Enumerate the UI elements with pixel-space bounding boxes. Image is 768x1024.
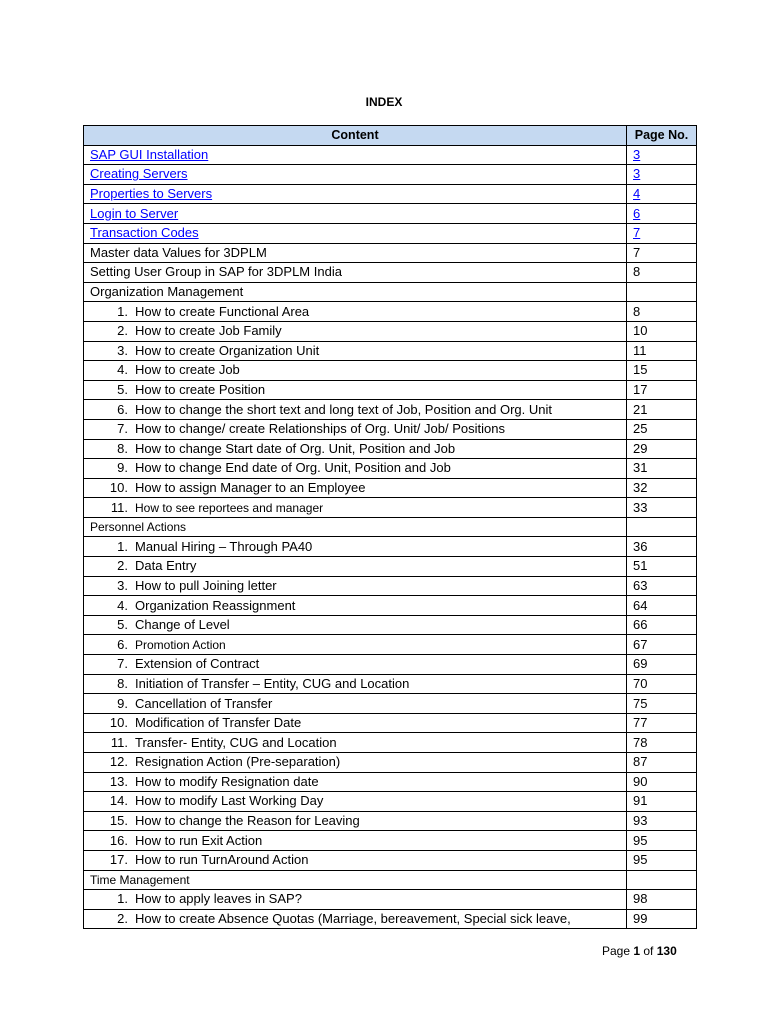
- table-row: [84, 615, 697, 635]
- page-number: 70: [633, 675, 648, 691]
- page-cell: [627, 243, 697, 263]
- table-row: [84, 596, 697, 616]
- entry-text: Change of Level: [135, 617, 230, 633]
- table-row: [84, 302, 697, 322]
- page-cell: [627, 870, 697, 890]
- page-cell: [627, 439, 697, 459]
- toc-link[interactable]: Transaction Codes: [90, 225, 199, 241]
- content-header: Content: [84, 126, 627, 146]
- item-number: 3.: [117, 577, 128, 593]
- table-row: [84, 792, 697, 812]
- page-cell: [627, 831, 697, 851]
- page-cell: [627, 537, 697, 557]
- table-row: [84, 419, 697, 439]
- table-row: [84, 713, 697, 733]
- table-row: [84, 223, 697, 243]
- page-number: 11: [633, 342, 647, 358]
- entry-text: How to change End date of Org. Unit, Position and Job: [135, 460, 451, 476]
- footer-current-page: 1: [633, 944, 641, 958]
- entry-text: How to create Functional Area: [135, 303, 310, 319]
- table-row: [84, 811, 697, 831]
- table-row: [84, 478, 697, 498]
- page-number: 90: [633, 773, 648, 789]
- table-row: [84, 184, 697, 204]
- content-cell: [84, 361, 627, 381]
- content-cell: [84, 694, 627, 714]
- page-link[interactable]: 3: [633, 166, 641, 182]
- page-cell[interactable]: [627, 165, 697, 185]
- table-row: [84, 517, 697, 537]
- entry-text: Setting User Group in SAP for 3DPLM India: [90, 264, 342, 280]
- page-number: 63: [633, 577, 648, 593]
- content-cell: [84, 517, 627, 537]
- content-cell: [84, 753, 627, 773]
- item-number: 10.: [109, 479, 128, 495]
- item-number: 2.: [117, 558, 128, 574]
- page-number: 67: [633, 636, 648, 652]
- content-cell: [84, 419, 627, 439]
- page-number: 95: [633, 832, 648, 848]
- table-row: [84, 753, 697, 773]
- content-cell: [84, 674, 627, 694]
- page-cell: [627, 909, 697, 929]
- page-number: 91: [633, 793, 648, 809]
- entry-text: How to modify Last Working Day: [135, 793, 324, 809]
- page-number: 32: [633, 479, 648, 495]
- page-cell: [627, 772, 697, 792]
- toc-link[interactable]: Creating Servers: [90, 166, 188, 182]
- page-cell: [627, 478, 697, 498]
- page-cell: [627, 341, 697, 361]
- page-cell: [627, 733, 697, 753]
- item-number: 13.: [109, 773, 128, 789]
- entry-text: Manual Hiring – Through PA40: [135, 538, 313, 554]
- content-cell: [84, 302, 627, 322]
- table-row: [84, 850, 697, 870]
- entry-text: How to change Start date of Org. Unit, Position and Job: [135, 440, 456, 456]
- page-cell: [627, 811, 697, 831]
- page-number: 33: [633, 499, 648, 515]
- page-cell: [627, 713, 697, 733]
- page-cell: [627, 419, 697, 439]
- page-number: 8: [633, 264, 641, 280]
- page-cell: [627, 635, 697, 655]
- content-cell: [84, 341, 627, 361]
- page-cell: [627, 850, 697, 870]
- table-row: [84, 145, 697, 165]
- content-cell: [84, 792, 627, 812]
- page-cell[interactable]: [627, 184, 697, 204]
- item-number: 17.: [109, 852, 128, 868]
- section-heading: Time Management: [90, 872, 190, 887]
- page-link[interactable]: 6: [633, 205, 641, 221]
- table-row: [84, 498, 697, 518]
- page-number: 7: [633, 244, 641, 260]
- content-cell: [84, 380, 627, 400]
- page-number: 29: [633, 440, 648, 456]
- table-row: [84, 655, 697, 675]
- entry-text: How to create Organization Unit: [135, 342, 320, 358]
- content-cell: [84, 576, 627, 596]
- page-cell: [627, 263, 697, 283]
- toc-link[interactable]: Login to Server: [90, 205, 179, 221]
- page-number: 99: [633, 911, 648, 927]
- content-cell: [84, 165, 627, 185]
- content-cell: [84, 537, 627, 557]
- page-cell: [627, 459, 697, 479]
- item-number: 5.: [117, 617, 128, 633]
- footer-of: of: [640, 944, 657, 958]
- entry-text: Cancellation of Transfer: [135, 695, 273, 711]
- page-number: 17: [633, 382, 648, 398]
- table-row: [84, 361, 697, 381]
- entry-text: Master data Values for 3DPLM: [90, 244, 267, 260]
- table-row: [84, 909, 697, 929]
- entry-text: Organization Reassignment: [135, 597, 296, 613]
- content-cell: [84, 459, 627, 479]
- item-number: 6.: [117, 401, 128, 417]
- page-link[interactable]: 4: [633, 186, 641, 202]
- page-cell: [627, 753, 697, 773]
- content-cell: [84, 321, 627, 341]
- entry-text: How to change the Reason for Leaving: [135, 813, 360, 829]
- content-cell: [84, 596, 627, 616]
- item-number: 9.: [117, 460, 128, 476]
- page-number: 98: [633, 891, 648, 907]
- item-number: 11.: [110, 734, 128, 750]
- page-cell: [627, 302, 697, 322]
- entry-text: Modification of Transfer Date: [135, 715, 302, 731]
- content-cell: [84, 615, 627, 635]
- entry-text: Transfer- Entity, CUG and Location: [135, 734, 337, 750]
- page-cell: [627, 694, 697, 714]
- page-title: INDEX: [365, 95, 403, 109]
- page-number: 93: [633, 813, 648, 829]
- page-cell: [627, 655, 697, 675]
- table-row: [84, 459, 697, 479]
- content-cell: [84, 263, 627, 283]
- table-row: [84, 263, 697, 283]
- page-link[interactable]: 7: [633, 225, 641, 241]
- table-row: [84, 204, 697, 224]
- page-number: 64: [633, 597, 648, 613]
- page-number: 69: [633, 656, 648, 672]
- table-row: [84, 733, 697, 753]
- item-number: 8.: [117, 675, 128, 691]
- content-cell: [84, 890, 627, 910]
- item-number: 4.: [117, 597, 128, 613]
- entry-text: Resignation Action (Pre-separation): [135, 754, 341, 770]
- table-row: [84, 576, 697, 596]
- table-row: [84, 635, 697, 655]
- item-number: 6.: [117, 636, 128, 652]
- page-cell: [627, 596, 697, 616]
- item-number: 2.: [117, 911, 128, 927]
- item-number: 11.: [110, 499, 128, 515]
- item-number: 2.: [117, 323, 128, 339]
- entry-text: How to see reportees and manager: [135, 500, 324, 515]
- table-header-row: [84, 126, 697, 146]
- entry-text: How to run Exit Action: [135, 832, 263, 848]
- content-cell: [84, 713, 627, 733]
- table-row: [84, 321, 697, 341]
- page-number: 77: [633, 715, 648, 731]
- table-row: [84, 694, 697, 714]
- page-cell: [627, 576, 697, 596]
- page-cell: [627, 674, 697, 694]
- table-row: [84, 341, 697, 361]
- entry-text: Initiation of Transfer – Entity, CUG and Location: [135, 675, 410, 691]
- page-cell[interactable]: [627, 204, 697, 224]
- entry-text: Promotion Action: [135, 637, 226, 652]
- table-row: [84, 380, 697, 400]
- page-cell[interactable]: [627, 145, 697, 165]
- page-cell: [627, 380, 697, 400]
- page-cell: [627, 792, 697, 812]
- page-cell: [627, 557, 697, 577]
- item-number: 5.: [117, 382, 128, 398]
- content-cell: [84, 243, 627, 263]
- content-cell: [84, 811, 627, 831]
- item-number: 15.: [109, 813, 128, 829]
- entry-text: How to create Job Family: [135, 323, 282, 339]
- table-row: [84, 674, 697, 694]
- content-cell: [84, 655, 627, 675]
- page-number: 31: [633, 460, 648, 476]
- table-row: [84, 165, 697, 185]
- table-row: [84, 282, 697, 302]
- page-cell: [627, 517, 697, 537]
- entry-text: How to change the short text and long text of Job, Position and Org. Unit: [135, 401, 552, 417]
- content-cell: [84, 909, 627, 929]
- page-cell: [627, 321, 697, 341]
- entry-text: How to apply leaves in SAP?: [135, 891, 302, 907]
- toc-link[interactable]: Properties to Servers: [90, 186, 213, 202]
- page-number: 87: [633, 754, 648, 770]
- content-cell: [84, 400, 627, 420]
- table-row: [84, 243, 697, 263]
- footer-total-pages: 130: [656, 944, 677, 958]
- page-cell: [627, 498, 697, 518]
- item-number: 1.: [117, 538, 128, 554]
- page-number: 95: [633, 852, 648, 868]
- item-number: 4.: [117, 362, 128, 378]
- item-number: 8.: [117, 440, 128, 456]
- entry-text: How to create Absence Quotas (Marriage, bereavement, Special sick leave,: [135, 911, 571, 927]
- item-number: 1.: [117, 891, 128, 907]
- entry-text: Data Entry: [135, 558, 197, 574]
- page-cell: [627, 282, 697, 302]
- page-cell: [627, 400, 697, 420]
- page-cell: [627, 361, 697, 381]
- section-heading: Personnel Actions: [90, 520, 187, 535]
- index-rows: [84, 145, 697, 929]
- content-cell: [84, 145, 627, 165]
- page-number: 66: [633, 617, 648, 633]
- content-cell: [84, 282, 627, 302]
- page-cell: [627, 890, 697, 910]
- content-cell: [84, 498, 627, 518]
- table-row: [84, 890, 697, 910]
- table-row: [84, 537, 697, 557]
- entry-text: How to pull Joining letter: [135, 577, 277, 593]
- item-number: 3.: [117, 342, 128, 358]
- table-row: [84, 870, 697, 890]
- page-link[interactable]: 3: [633, 146, 641, 162]
- page-number: 75: [633, 695, 648, 711]
- table-row: [84, 400, 697, 420]
- content-cell: [84, 204, 627, 224]
- content-cell: [84, 772, 627, 792]
- content-cell: [84, 831, 627, 851]
- footer-prefix: Page: [602, 944, 634, 958]
- entry-text: How to create Job: [135, 362, 240, 378]
- page-number: 51: [633, 558, 648, 574]
- content-cell: [84, 557, 627, 577]
- table-row: [84, 831, 697, 851]
- page-header: Page No.: [627, 126, 697, 146]
- content-cell: [84, 184, 627, 204]
- table-row: [84, 772, 697, 792]
- item-number: 1.: [117, 303, 128, 319]
- content-cell: [84, 439, 627, 459]
- page-number: 21: [633, 401, 648, 417]
- item-number: 16.: [109, 832, 128, 848]
- entry-text: How to run TurnAround Action: [135, 852, 309, 868]
- content-cell: [84, 478, 627, 498]
- content-cell: [84, 635, 627, 655]
- page-number: 78: [633, 734, 648, 750]
- entry-text: Extension of Contract: [135, 656, 260, 672]
- content-cell: [84, 870, 627, 890]
- item-number: 14.: [109, 793, 128, 809]
- entry-text: How to modify Resignation date: [135, 773, 319, 789]
- page-number: 8: [633, 303, 641, 319]
- content-cell: [84, 733, 627, 753]
- page-number: 36: [633, 538, 648, 554]
- item-number: 7.: [117, 421, 128, 437]
- content-cell: [84, 850, 627, 870]
- item-number: 12.: [109, 754, 128, 770]
- table-row: [84, 557, 697, 577]
- page-number: 15: [633, 362, 648, 378]
- item-number: 10.: [109, 715, 128, 731]
- index-table: [83, 125, 697, 929]
- page-footer: [602, 944, 677, 958]
- section-heading: Organization Management: [90, 284, 244, 300]
- entry-text: How to change/ create Relationships of Org. Unit/ Job/ Positions: [135, 421, 505, 437]
- page-cell[interactable]: [627, 223, 697, 243]
- content-cell: [84, 223, 627, 243]
- page-cell: [627, 615, 697, 635]
- table-row: [84, 439, 697, 459]
- page-number: 25: [633, 421, 648, 437]
- item-number: 9.: [117, 695, 128, 711]
- page-number: 10: [633, 323, 648, 339]
- entry-text: How to create Position: [135, 382, 266, 398]
- entry-text: How to assign Manager to an Employee: [135, 479, 366, 495]
- toc-link[interactable]: SAP GUI Installation: [90, 146, 209, 162]
- item-number: 7.: [117, 656, 128, 672]
